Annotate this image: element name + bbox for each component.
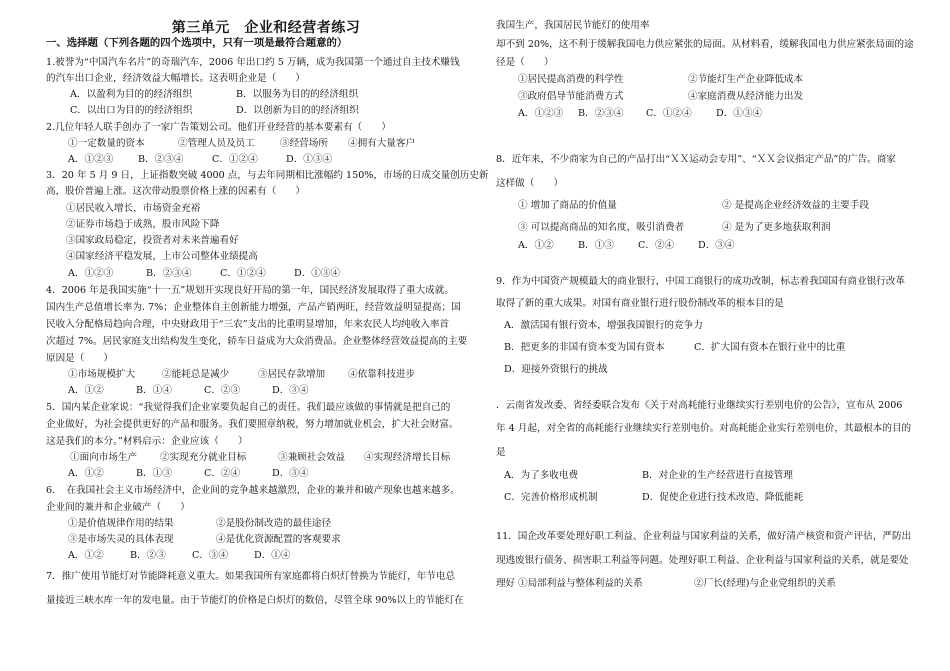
q3-answer-d: D．①③④ — [294, 268, 341, 279]
q9-option-c: C．扩大国有资本在银行业中的比重 — [694, 342, 846, 353]
q7-answer-d: D．①③④ — [716, 108, 763, 119]
q2-answer-c: C．①②④ — [212, 154, 258, 165]
q6-answer-b: B．②③ — [130, 550, 166, 561]
q3-stem-1: 3．20 年 5 月 9 日，上证指数突破 4000 点，与去年同期相比涨幅约 150%，市场的日成交量创历史新 — [46, 170, 489, 181]
q7-item-3: ③政府倡导节能消费方式 — [518, 91, 624, 102]
q3-item-1: ①居民收入增长，市场资金充裕 — [66, 203, 201, 214]
q6-item-3: ③是市场失灵的具体表现 — [68, 534, 174, 545]
q2-item-1: ①一定数量的资本 — [68, 138, 145, 149]
q2-answer-b: B．②③④ — [138, 154, 184, 165]
q9-option-b: B．把更多的非国有资本变为国有资本 — [504, 342, 665, 353]
q7-cont-1: 我国生产，我国居民节能灯的使用率 — [496, 20, 650, 31]
q10-option-a: A．为了多收电费 — [504, 470, 579, 481]
q11-last-prefix: 理好 — [496, 578, 516, 589]
q8-answer-d: D．③④ — [698, 240, 735, 251]
q4-answer-b: B．①④ — [136, 385, 172, 396]
q5-stem-1: 5．国内某企业家说：“我觉得我们企业家要负起自己的责任。我们最应该做的事情就是把自己的 — [46, 402, 451, 413]
q5-stem-3: 这是我们的本分。”材料启示：企业应该（ ） — [46, 436, 248, 447]
q4-item-4: ④依靠科技进步 — [348, 369, 416, 380]
section-heading: 一、选择题（下列各题的四个选项中，只有一项是最符合题意的） — [46, 37, 348, 49]
q3-answer-b: B．②③④ — [146, 268, 192, 279]
q1-option-c: C．以出口为目的的经济组织 — [70, 105, 193, 116]
q6-item-4: ④是优化资源配置的客观要求 — [216, 534, 341, 545]
q8-item-3: ③ 可以提高商品的知名度，吸引消费者 — [518, 222, 685, 233]
q5-answer-a: A．①② — [68, 468, 104, 479]
q5-answer-b: B．①③ — [136, 468, 172, 479]
q2-answer-a: A．①②③ — [68, 154, 114, 165]
q7-answer-a: A．①②③ — [518, 108, 564, 119]
q10-option-b: B．对企业的生产经营进行直接管理 — [642, 470, 793, 481]
q3-answer-a: A．①②③ — [68, 268, 114, 279]
q7-answer-c: C．①②④ — [646, 108, 692, 119]
q6-answer-a: A．①② — [68, 550, 104, 561]
q5-item-2: ②实现充分就业目标 — [160, 452, 247, 463]
q7-answer-b: B．②③④ — [578, 108, 624, 119]
q8-answer-a: A．①② — [518, 240, 554, 251]
q8-item-1: ① 增加了商品的价值量 — [518, 200, 617, 211]
q11-stem-1: 11．国企改革要处理好职工利益、企业利益与国家利益的关系，做好清产核资和资产评估，严防出 — [496, 531, 912, 542]
q8-item-4: ④ 是为了更多地获取利润 — [722, 222, 831, 233]
q11-stem-2: 现逃废银行债务、损害职工利益等问题。处理好职工利益、企业利益与国家利益的关系，就是要处 — [496, 555, 909, 566]
q4-item-3: ③居民存款增加 — [258, 369, 326, 380]
q9-option-d: D．迎接外资银行的挑战 — [504, 364, 608, 375]
q4-answer-d: D．③④ — [272, 385, 309, 396]
q2-stem: 2.几位年轻人联手创办了一家广告策划公司。他们开业经营的基本要素有（ ） — [46, 122, 391, 133]
q7-item-2: ②节能灯生产企业降低成本 — [688, 74, 804, 85]
q5-item-1: ①面向市场生产 — [70, 452, 138, 463]
q3-answer-c: C．①②④ — [220, 268, 266, 279]
q8-item-2: ② 是提高企业经济效益的主要手段 — [722, 200, 869, 211]
q9-stem-1: 9．作为中国资产规模最大的商业银行，中国工商银行的成功改制，标志着我国国有商业银行改革 — [496, 276, 906, 287]
q2-answer-d: D．①③④ — [286, 154, 333, 165]
q4-stem-1: 4．2006 年是我国实施“十一五”规划开实现良好开局的第一年，国民经济发展取得了重大成就。 — [46, 285, 454, 296]
q11-item-1: ①局部利益与整体利益的关系 — [518, 578, 643, 589]
q4-answer-a: A．①② — [68, 385, 104, 396]
q10-stem-3: 是 — [496, 447, 506, 458]
q9-stem-2: 取得了新的重大成果。对国有商业银行进行股份制改革的根本目的是 — [496, 298, 784, 309]
q9-option-a: A．激活国有银行资本，增强我国银行的竞争力 — [504, 320, 703, 331]
q5-item-4: ④实现经济增长目标 — [364, 452, 451, 463]
q1-option-a: A．以盈利为目的的经济组织 — [70, 89, 193, 100]
q6-answer-d: D．①④ — [254, 550, 291, 561]
q6-stem-2: 企业间的兼并和企业破产（ ） — [46, 502, 190, 513]
q3-stem-2: 高，股价普遍上涨。这次带动股票价格上涨的因素有（ ） — [46, 186, 306, 197]
q7-cont-2: 却不到 20%，这不利于缓解我国电力供应紧张的局面。从材料看，缓解我国电力供应紧张局面的途 — [496, 39, 914, 50]
q8-stem-1: 8．近年来，不少商家为自己的产品打出“ＸＸ运动会专用”、“ＸＸ会议指定产品”的广告。商家 — [496, 154, 896, 165]
q1-stem-1: 1.被誉为“中国汽车名片”的奇瑞汽车，2006 年出口约 5 万辆，成为我国第一个通过自主技术赚钱 — [46, 57, 460, 68]
q3-item-2: ②证券市场趋于成熟，股市风险下降 — [66, 219, 220, 230]
q1-option-d: D．以创新为目的的经济组织 — [236, 105, 359, 116]
q2-item-4: ④拥有大量客户 — [348, 138, 416, 149]
q7-cont-3: 径是（ ） — [496, 57, 554, 68]
q6-item-1: ①是价值规律作用的结果 — [68, 518, 174, 529]
q8-stem-2: 这样做（ ） — [496, 178, 564, 189]
q4-item-1: ①市场规模扩大 — [68, 369, 136, 380]
q1-option-b: B．以服务为目的的经济组织 — [236, 89, 359, 100]
q5-stem-2: 企业做好，为社会提供更好的产品和服务。我们要照章纳税，努力增加就业机会，扩大社会财富。 — [46, 419, 459, 430]
q4-stem-2: 国内生产总值增长率为. 7%；企业整体自主创新能力增强，产品产销两旺，经营效益明显提高；国 — [46, 302, 461, 313]
q6-answer-c: C．③④ — [192, 550, 229, 561]
q8-answer-b: B．①③ — [578, 240, 614, 251]
q6-stem-1: 6． 在我国社会主义市场经济中，企业间的竞争越来越激烈，企业的兼并和破产现象也越来越多。 — [46, 485, 460, 496]
q7-item-4: ④家庭消费从经济能力出发 — [688, 91, 804, 102]
page-title: 第三单元 企业和经营者练习 — [171, 20, 361, 36]
q4-stem-4: 次超过 7%。居民家庭支出结构发生变化，轿车日益成为大众消费品。企业整体经营效益提高的主要 — [46, 336, 468, 347]
q4-stem-5: 原因是（ ） — [46, 353, 114, 364]
q4-answer-c: C．②③ — [204, 385, 241, 396]
q10-stem-2: 年 4 月起，对全省的高耗能行业继续实行差别电价。对高耗能企业实行差别电价，其最根本的目的 — [496, 423, 912, 434]
q2-item-2: ②管理人员及员工 — [178, 138, 255, 149]
q5-answer-c: C．②④ — [204, 468, 241, 479]
q10-option-d: D．促使企业进行技术改造、降低能耗 — [642, 492, 804, 503]
q7-stem-2: 量接近三峡水库一年的发电量。由于节能灯的价格是白炽灯的数倍，尽管全球 90%以上的节能灯在 — [46, 595, 464, 606]
q5-answer-d: D．③④ — [272, 468, 309, 479]
q11-item-2: ②厂长(经理)与企业党组织的关系 — [694, 578, 836, 589]
q7-item-1: ①居民提高消费的科学性 — [518, 74, 624, 85]
q7-stem-1: 7．推广使用节能灯对节能降耗意义重大。如果我国所有家庭都将白炽灯替换为节能灯，年节电总 — [46, 571, 456, 582]
q2-item-3: ③经营场所 — [280, 138, 328, 149]
q6-item-2: ②是股份制改造的最佳途径 — [216, 518, 332, 529]
q10-option-c: C．完善价格形成机制 — [504, 492, 598, 503]
q3-item-3: ③国家政局稳定，投资者对未来普遍看好 — [66, 235, 239, 246]
q1-stem-2: 的汽车出口企业，经济效益大幅增长。这表明企业是（ ） — [46, 73, 306, 84]
q3-item-4: ④国家经济平稳发展，上市公司整体业绩提高 — [66, 251, 258, 262]
q4-item-2: ②能耗总是减少 — [162, 369, 230, 380]
q4-stem-3: 民收入分配格局趋向合理，中央财政用于“三农”支出的比重明显增加，年来农民人均纯收入率首 — [46, 319, 450, 330]
q8-answer-c: C．②④ — [638, 240, 675, 251]
q10-stem-1: ．云南省发改委、省经委联合发布《关于对高耗能行业继续实行差别电价的公告》，宣布从 2006 — [496, 400, 903, 411]
q5-item-3: ③兼顾社会效益 — [278, 452, 346, 463]
